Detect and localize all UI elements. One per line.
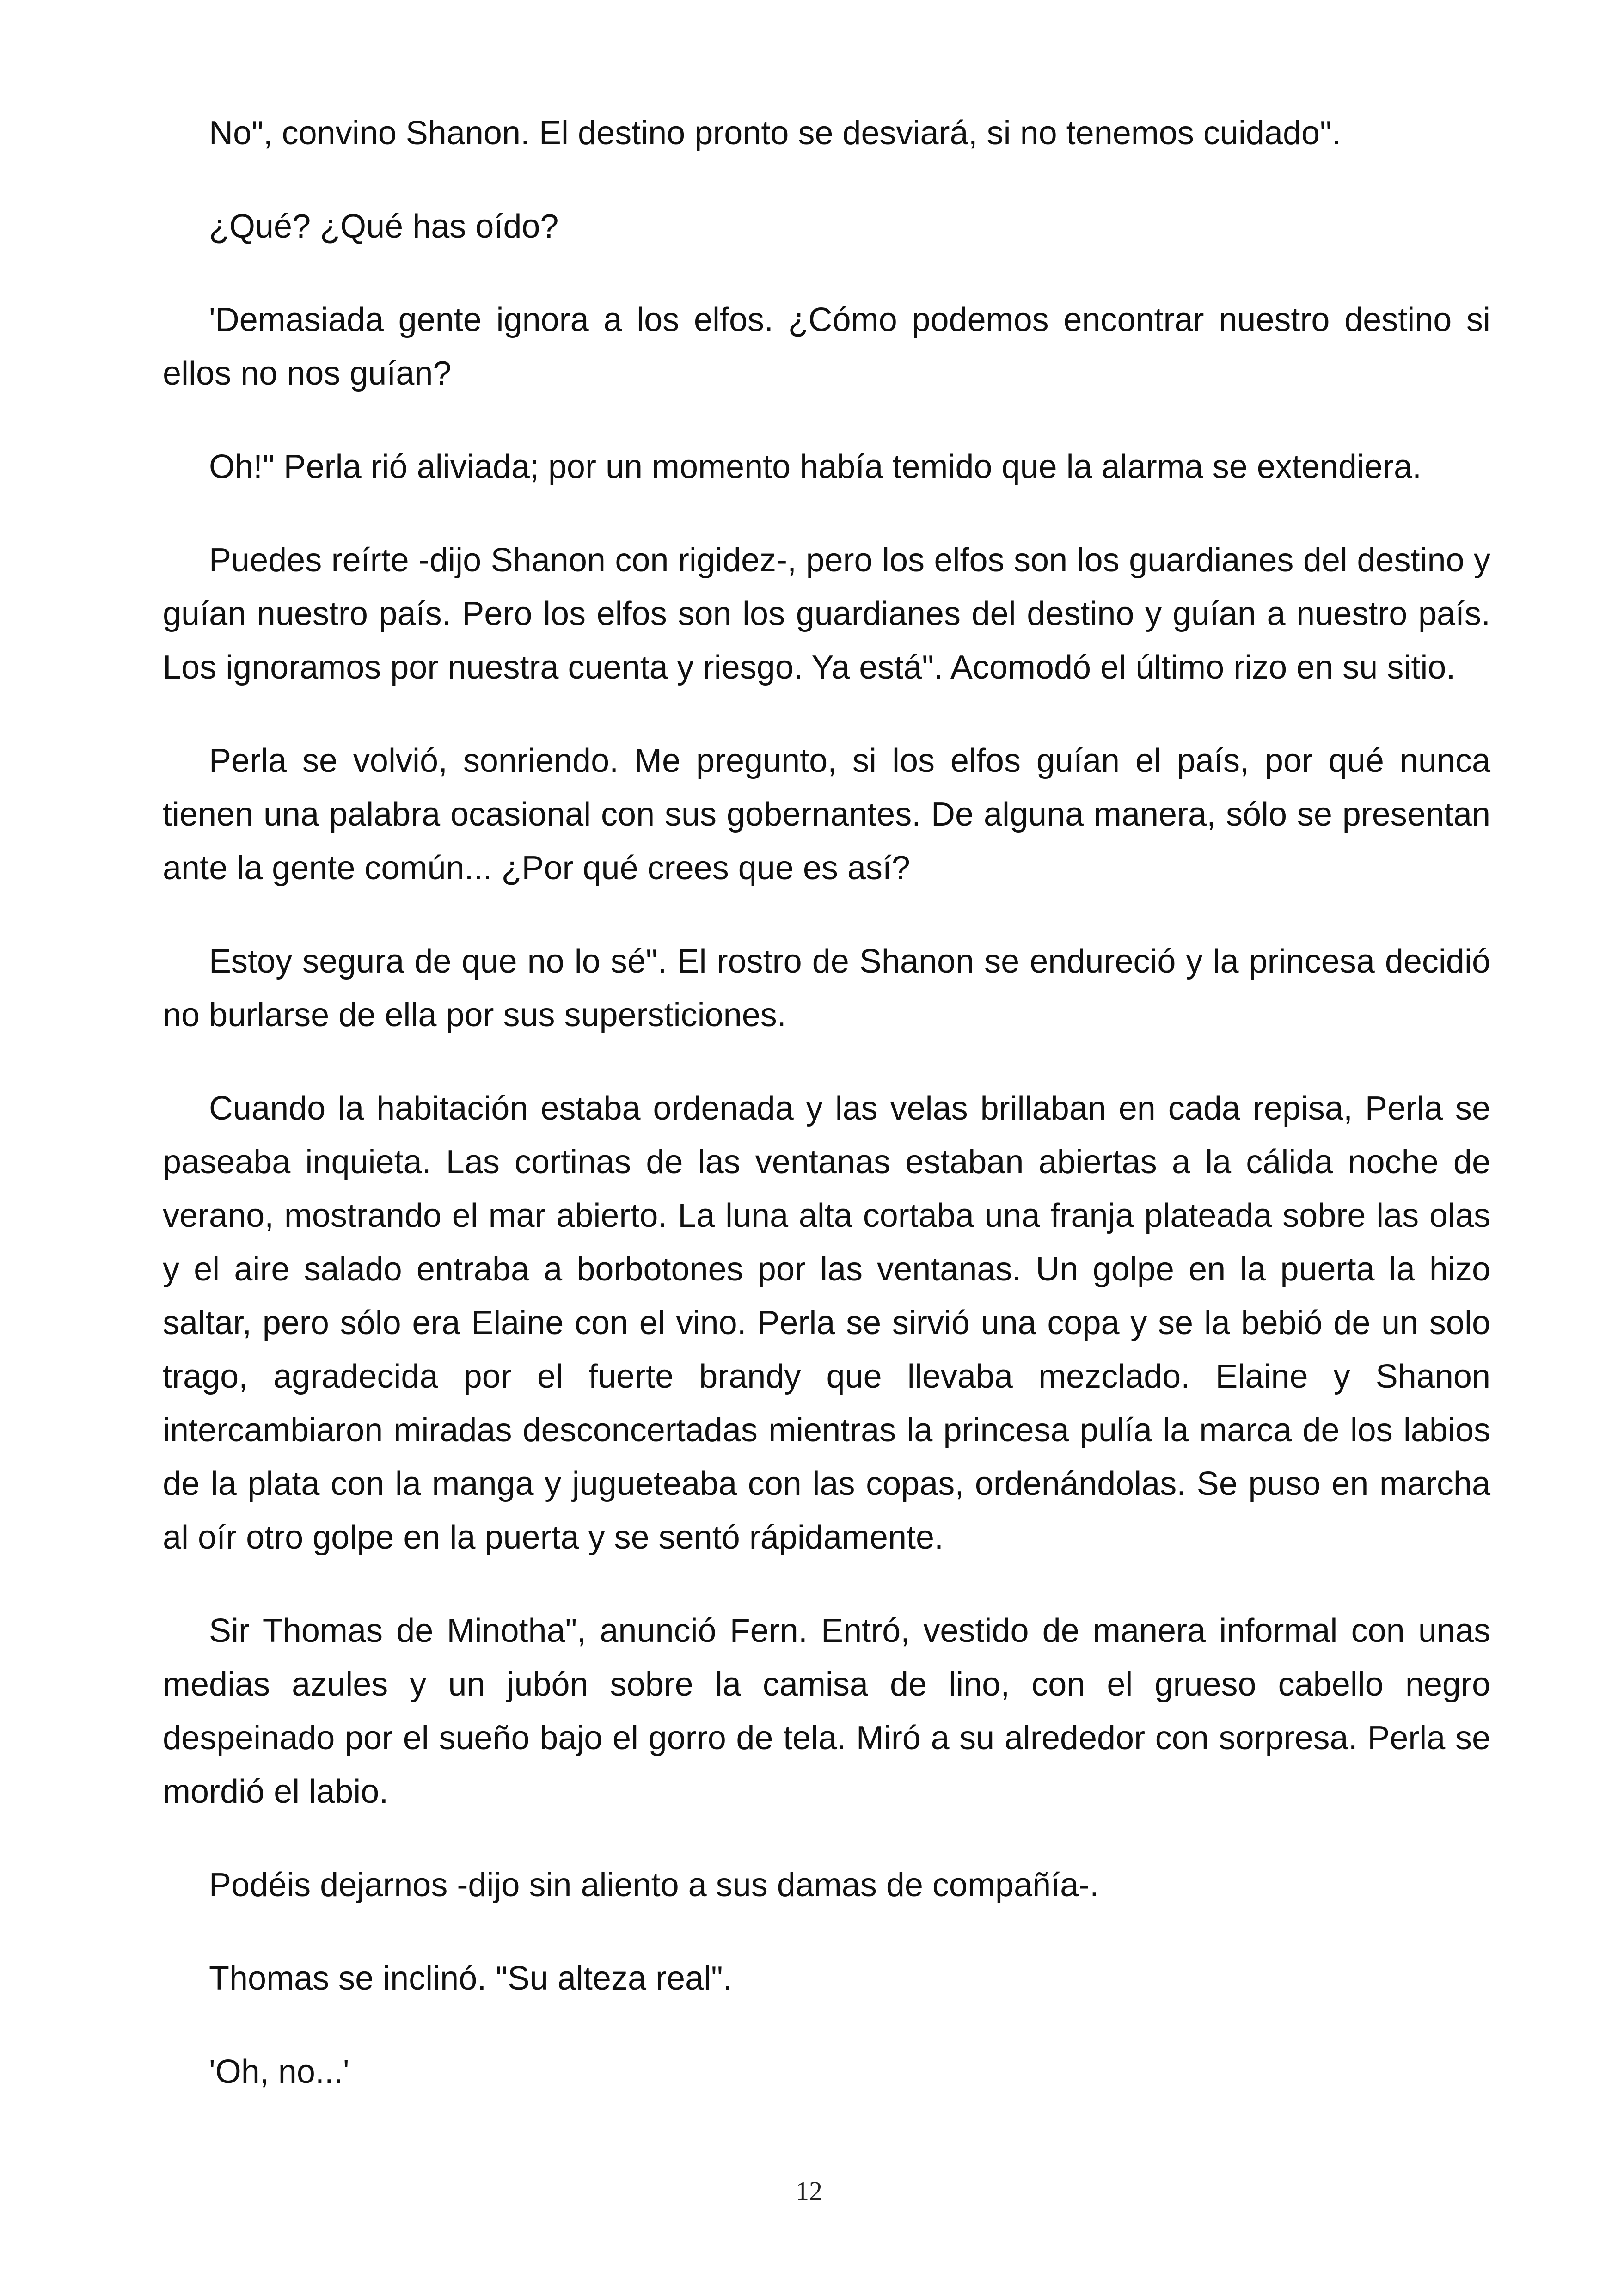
body-text xyxy=(163,106,1490,2138)
paragraph-2: ¿Qué? ¿Qué has oído? xyxy=(209,208,559,245)
paragraph-5: Puedes reírte -dijo Shanon con rigidez-, pero los elfos son los guardianes del destino y guían nuestro país. Pero los elfos son los guardianes del destino y guían a nuestro país. Los ignoramos por nuestra cuenta y riesgo. Ya está". Acomodó el último rizo en su sitio. xyxy=(163,542,1490,686)
paragraph-12: 'Oh, no...' xyxy=(209,2053,349,2090)
paragraph-11: Thomas se inclinó. "Su alteza real". xyxy=(209,1960,732,1997)
paragraph-9: Sir Thomas de Minotha", anunció Fern. Entró, vestido de manera informal con unas medias azules y un jubón sobre la camisa de lino, con el grueso cabello negro despeinado por el sueño bajo el gorro de tela. Miró a su alrededor con sorpresa. Perla se mordió el labio. xyxy=(163,1612,1490,1810)
paragraph-10: Podéis dejarnos -dijo sin aliento a sus damas de compañía-. xyxy=(209,1867,1099,1904)
paragraph-7: Estoy segura de que no lo sé". El rostro de Shanon se endureció y la princesa decidió no burlarse de ella por sus supersticiones. xyxy=(163,943,1490,1034)
paragraph-1: No", convino Shanon. El destino pronto se desviará, si no tenemos cuidado". xyxy=(209,115,1341,152)
paragraph-8: Cuando la habitación estaba ordenada y las velas brillaban en cada repisa, Perla se paseaba inquieta. Las cortinas de las ventanas estaban abiertas a la cálida noche de verano, mostrando el mar abierto. La luna alta cortaba una franja plateada sobre las olas y el aire salado entraba a borbotones por las ventanas. Un golpe en la puerta la hizo saltar, pero sólo era Elaine con el vino. Perla se sirvió una copa y se la bebió de un solo trago, agradecida por el fuerte brandy que llevaba mezclado. Elaine y Shanon intercambiaron miradas desconcertadas mientras la princesa pulía la marca de los labios de la plata con la manga y jugueteaba con las copas, ordenándolas. Se puso en marcha al oír otro golpe en la puerta y se sentó rápidamente. xyxy=(163,1090,1490,1556)
page-number: 12 xyxy=(796,2176,822,2206)
paragraph-3: 'Demasiada gente ignora a los elfos. ¿Cómo podemos encontrar nuestro destino si ellos no nos guían? xyxy=(163,301,1490,392)
paragraph-4: Oh!" Perla rió aliviada; por un momento había temido que la alarma se extendiera. xyxy=(209,448,1422,485)
paragraph-6: Perla se volvió, sonriendo. Me pregunto, si los elfos guían el país, por qué nunca tienen una palabra ocasional con sus gobernantes. De alguna manera, sólo se presentan ante la gente común... ¿Por qué crees que es así? xyxy=(163,742,1490,887)
